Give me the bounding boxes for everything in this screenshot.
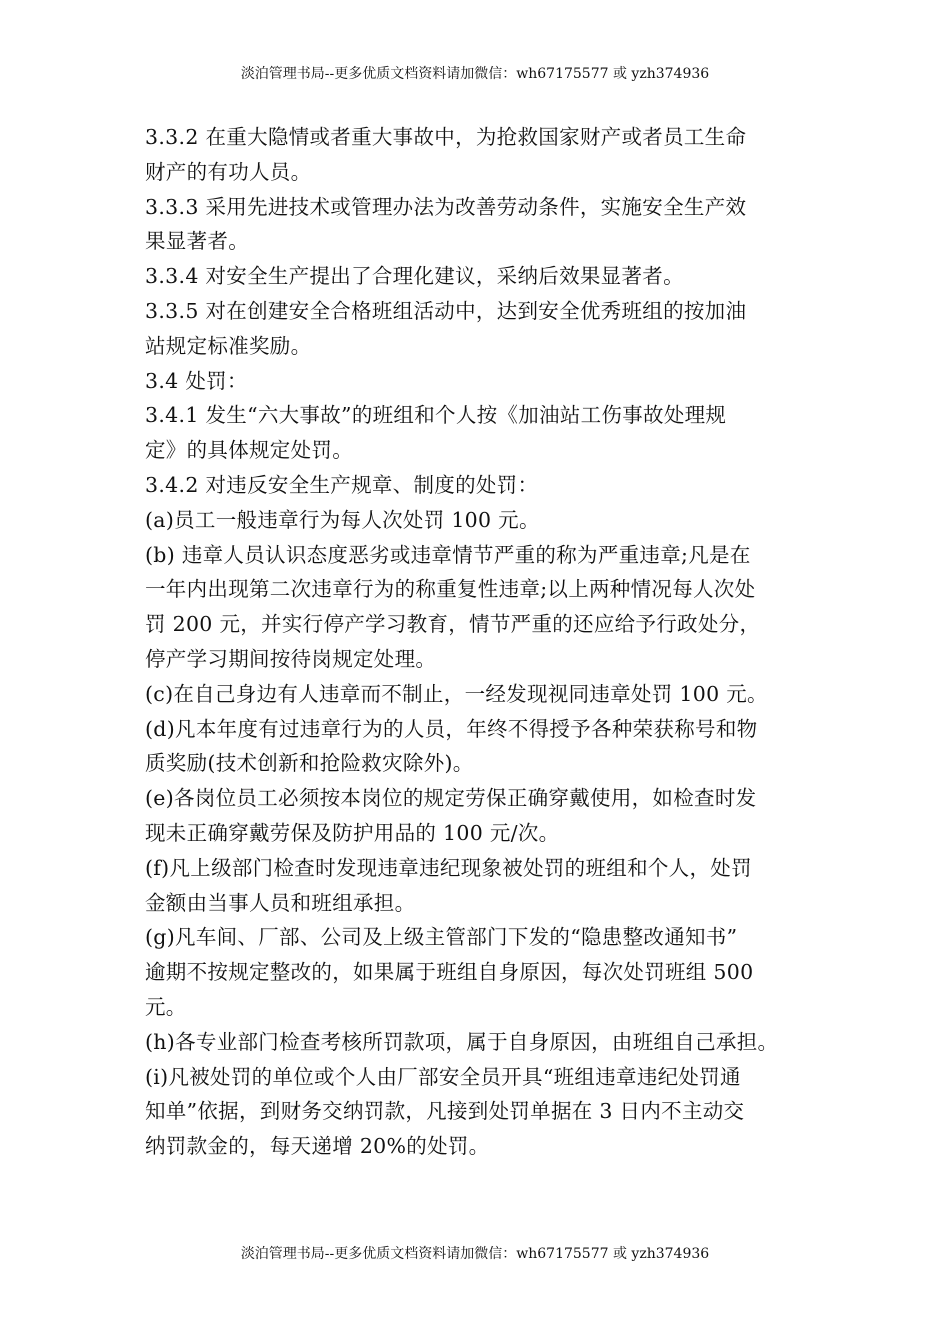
text-line: (a)员工一般违章行为每人次处罚 100 元。 — [145, 507, 540, 532]
text-line: (b) 违章人员认识态度恶劣或违章情节严重的称为严重违章;凡是在 — [145, 542, 751, 567]
text-line: 3.3.2 在重大隐情或者重大事故中，为抢救国家财产或者员工生命 — [145, 125, 747, 149]
text-line: 财产的有功人员。 — [145, 159, 312, 184]
text-line: (d)凡本年度有过违章行为的人员，年终不得授予各种荣获称号和物 — [145, 716, 758, 741]
text-line: 质奖励(技术创新和抢险救灾除外)。 — [145, 751, 474, 776]
text-line: 站规定标准奖励。 — [145, 333, 312, 358]
text-line: 3.4.2 对违反安全生产规章、制度的处罚： — [145, 472, 539, 497]
text-line: 一年内出现第二次违章行为的称重复性违章;以上两种情况每人次处 — [145, 577, 756, 602]
text-line: 3.3.4 对安全生产提出了合理化建议，采纳后效果显著者。 — [145, 264, 684, 289]
text-line: 停产学习期间按待岗规定处理。 — [145, 646, 437, 671]
page-footer: 淡泊管理书局--更多优质文档资料请加微信：wh67175577 或 yzh374936 — [240, 1246, 710, 1262]
document-body — [145, 120, 815, 1164]
text-line: 知单”依据，到财务交纳罚款，凡接到处罚单据在 3 日内不主动交 — [145, 1099, 745, 1124]
text-line: 3.3.3 采用先进技术或管理办法为改善劳动条件，实施安全生产效 — [145, 194, 747, 219]
text-line: (g)凡车间、厂部、公司及上级主管部门下发的“隐患整改通知书” — [145, 925, 738, 950]
text-line: 3.4.1 发生“六大事故”的班组和个人按《加油站工伤事故处理规 — [145, 403, 727, 428]
text-line: (i)凡被处罚的单位或个人由厂部安全员开具“班组违章违纪处罚通 — [145, 1064, 741, 1089]
text-line: (e)各岗位员工必须按本岗位的规定劳保正确穿戴使用，如检查时发 — [145, 786, 757, 811]
page-header: 淡泊管理书局--更多优质文档资料请加微信：wh67175577 或 yzh374936 — [240, 66, 710, 82]
text-line: 逾期不按规定整改的，如果属于班组自身原因，每次处罚班组 500 — [145, 960, 754, 985]
text-line: 现未正确穿戴劳保及防护用品的 100 元/次。 — [145, 820, 560, 845]
section-heading: 3.4 处罚： — [145, 368, 248, 393]
text-line: 定》的具体规定处罚。 — [145, 438, 353, 463]
text-line: (h)各专业部门检查考核所罚款项，属于自身原因，由班组自己承担。 — [145, 1029, 779, 1054]
text-line: 元。 — [145, 994, 187, 1019]
text-line: (f)凡上级部门检查时发现违章违纪现象被处罚的班组和个人，处罚 — [145, 855, 752, 880]
text-line: 果显著者。 — [145, 229, 249, 254]
text-line: 纳罚款金的，每天递增 20%的处罚。 — [145, 1134, 490, 1159]
text-line: 金额由当事人员和班组承担。 — [145, 890, 416, 915]
text-line: 罚 200 元，并实行停产学习教育，情节严重的还应给予行政处分， — [145, 612, 761, 637]
text-line: 3.3.5 对在创建安全合格班组活动中，达到安全优秀班组的按加油 — [145, 298, 747, 323]
text-line: (c)在自己身边有人违章而不制止，一经发现视同违章处罚 100 元。 — [145, 681, 768, 706]
